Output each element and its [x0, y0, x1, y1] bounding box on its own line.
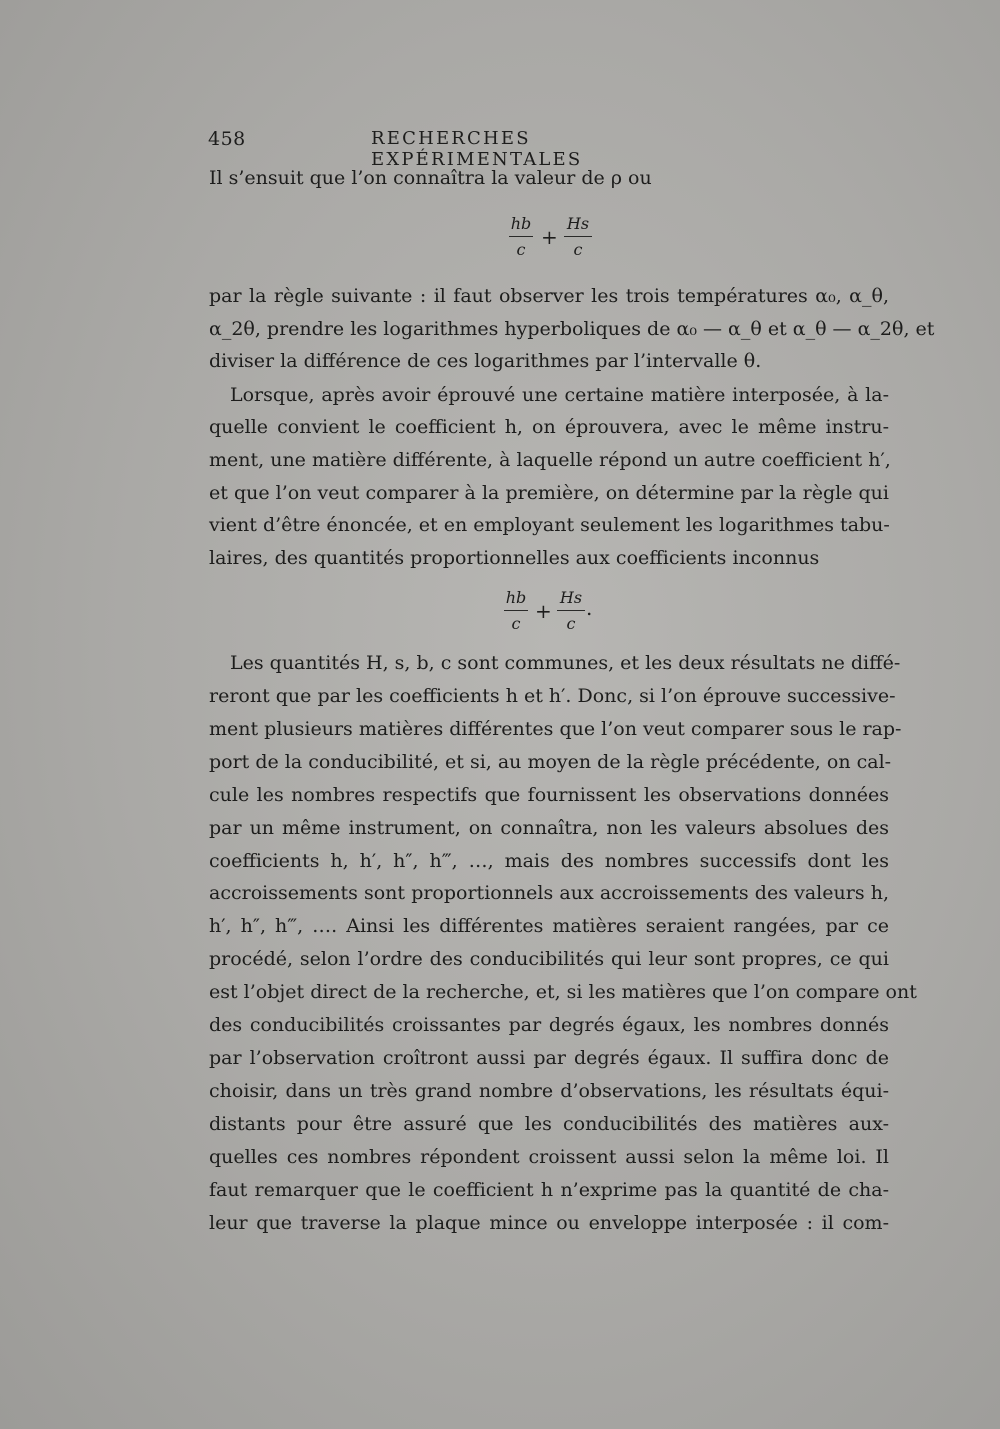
running-title: RECHERCHES EXPÉRIMENTALES — [371, 128, 583, 170]
plus-sign: + — [535, 599, 552, 623]
text-line: choisir, dans un très grand nombre d’observations, les résultats équi- — [209, 1080, 889, 1102]
formula-period: . — [586, 596, 593, 620]
numerator: Hs — [559, 588, 583, 607]
text-line: par l’observation croîtront aussi par degrés égaux. Il suffira donc de — [209, 1047, 889, 1069]
fraction-bar — [564, 236, 592, 237]
text-line: et que l’on veut comparer à la première, on détermine par la règle qui — [209, 482, 889, 504]
text-line: laires, des quantités proportionnelles aux coefficients inconnus — [209, 547, 820, 569]
text-line: vient d’être énoncée, et en employant seulement les logarithmes tabu- — [209, 514, 890, 536]
text-line: accroissements sont proportionnels aux accroissements des valeurs h, — [209, 882, 889, 904]
text-line: diviser la différence de ces logarithmes par l’intervalle θ. — [209, 350, 762, 372]
text-line: reront que par les coefficients h et h′. Donc, si l’on éprouve successive- — [209, 685, 896, 707]
fraction-bar — [504, 610, 528, 611]
text-line: port de la conducibilité, et si, au moyen de la règle précédente, on cal- — [209, 751, 892, 773]
page-number: 458 — [208, 128, 246, 150]
fraction-bar — [509, 236, 533, 237]
text-line: α_2θ, prendre les logarithmes hyperboliques de α₀ — α_θ et α_θ — α_2θ, et — [209, 318, 935, 340]
text-line: Il s’ensuit que l’on connaîtra la valeur de ρ ou — [209, 167, 652, 189]
text-line: cule les nombres respectifs que fournissent les observations données — [209, 784, 889, 806]
text-line: ment plusieurs matières différentes que l’on veut comparer sous le rap- — [209, 718, 902, 740]
text-line: procédé, selon l’ordre des conducibilités qui leur sont propres, ce qui — [209, 948, 889, 970]
text-line: Lorsque, après avoir éprouvé une certaine matière interposée, à la- — [230, 384, 889, 406]
numerator: hb — [505, 588, 527, 607]
text-line: quelles ces nombres répondent croissent aussi selon la même loi. Il — [209, 1146, 889, 1168]
denominator: c — [573, 240, 583, 259]
text-line: est l’objet direct de la recherche, et, si les matières que l’on compare ont — [209, 981, 917, 1003]
numerator: Hs — [566, 214, 590, 233]
denominator: c — [511, 614, 521, 633]
running-header — [208, 128, 738, 170]
text-line: des conducibilités croissantes par degrés égaux, les nombres donnés — [209, 1014, 889, 1036]
plus-sign: + — [541, 225, 558, 249]
denominator: c — [516, 240, 526, 259]
text-line: quelle convient le coefficient h, on éprouvera, avec le même instru- — [209, 416, 889, 438]
numerator: hb — [510, 214, 532, 233]
text-line: h′, h″, h‴, …. Ainsi les différentes matières seraient rangées, par ce — [209, 915, 889, 937]
text-line: ment, une matière différente, à laquelle répond un autre coefficient h′, — [209, 449, 891, 471]
text-line: coefficients h, h′, h″, h‴, …, mais des nombres successifs dont les — [209, 850, 889, 872]
text-line: par un même instrument, on connaîtra, non les valeurs absolues des — [209, 817, 889, 839]
fraction-bar — [557, 610, 585, 611]
denominator: c — [566, 614, 576, 633]
text-line: Les quantités H, s, b, c sont communes, et les deux résultats ne diffé- — [230, 652, 901, 674]
text-line: par la règle suivante : il faut observer les trois températures α₀, α_θ, — [209, 285, 889, 307]
text-line: distants pour être assuré que les conducibilités des matières aux- — [209, 1113, 889, 1135]
text-line: leur que traverse la plaque mince ou enveloppe interposée : il com- — [209, 1212, 889, 1234]
text-line: faut remarquer que le coefficient h n’exprime pas la quantité de cha- — [209, 1179, 889, 1201]
